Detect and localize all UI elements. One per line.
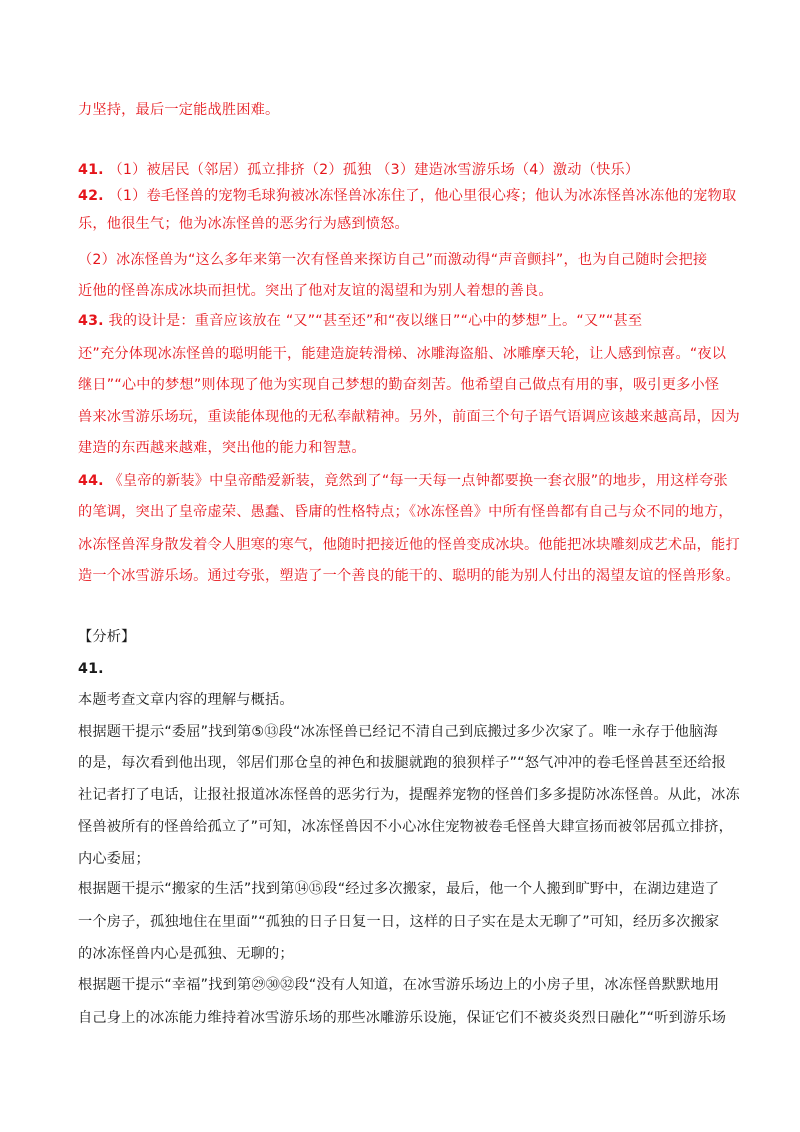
answer-text: （1）卷毛怪兽的宠物毛球狗被冰冻怪兽冰冻住了，他心里很心疼；他认为冰冻怪兽冰冻他的宠物取 xyxy=(108,188,737,204)
answer-text: 《皇帝的新装》中皇帝酷爱新装，竟然到了“每一天每一点钟都要换一套衣服”的地步，用这样夸张 xyxy=(108,473,728,489)
answer-43-line: 兽来冰雪游乐场玩，重读能体现他的无私奉献精神。另外，前面三个句子语气语调应该越来越高昂，因为 xyxy=(78,409,740,425)
answer-44-line: 的笔调，突出了皇帝虚荣、愚蠢、昏庸的性格特点；《冰冻怪兽》中所有怪兽都有自己与众不同的地方， xyxy=(78,504,733,520)
answer-42-line xyxy=(78,186,736,206)
analysis-question-number: 41. xyxy=(78,661,104,677)
analysis-line: 内心委屈； xyxy=(78,851,150,867)
analysis-line: 社记者打了电话，让报社报道冰冻怪兽的恶劣行为，提醒养宠物的怪兽们多多提防冰冻怪兽。从此，冰冻 xyxy=(78,787,740,803)
answer-42-line: 近他的怪兽冻成冰块而担忧。突出了他对友谊的渴望和为别人着想的善良。 xyxy=(78,283,553,299)
analysis-line: 自己身上的冰冻能力维持着冰雪游乐场的那些冰雕游乐设施，保证它们不被炎炎烈日融化”“听到游乐场 xyxy=(78,1010,727,1026)
question-number: 44. xyxy=(78,473,104,489)
answer-43-line: 建造的东西越来越难，突出他的能力和智慧。 xyxy=(78,440,366,456)
answer-43-line xyxy=(78,311,642,331)
analysis-line: 根据题干提示“幸福”找到第㉙㉚㉜段“没有人知道，在冰雪游乐场边上的小房子里，冰冻怪兽默默地用 xyxy=(78,977,720,993)
answer-42-line: （2）冰冻怪兽为“这么多年来第一次有怪兽来探访自己”而激动得“声音颤抖”，也为自己随时会把接 xyxy=(78,252,708,268)
answer-44-line xyxy=(78,471,728,491)
answer-42-line: 乐，他很生气；他为冰冻怪兽的恶劣行为感到愤怒。 xyxy=(78,216,409,232)
answer-44-line: 冰冻怪兽浑身散发着令人胆寒的寒气，他随时把接近他的怪兽变成冰块。他能把冰块雕刻成艺术品，能打 xyxy=(78,537,740,553)
analysis-line: 根据题干提示“委屈”找到第⑤⑬段“冰冻怪兽已经记不清自己到底搬过多少次家了。唯一永存于他脑海 xyxy=(78,724,718,740)
analysis-heading: 【分析】 xyxy=(78,629,136,645)
question-number: 43. xyxy=(78,313,104,329)
analysis-intro: 本题考查文章内容的理解与概括。 xyxy=(78,692,294,708)
question-number: 42. xyxy=(78,188,104,204)
answer-43-line: 还”充分体现冰冻怪兽的聪明能干，能建造旋转滑梯、冰雕海盗船、冰雕摩天轮，让人感到惊喜。“夜以 xyxy=(78,346,727,362)
question-number: 41. xyxy=(78,162,104,178)
analysis-line: 的冰冻怪兽内心是孤独、无聊的； xyxy=(78,946,294,962)
answer-41 xyxy=(78,160,639,180)
answer-text: （1）被居民（邻居）孤立排挤（2）孤独 （3）建造冰雪游乐场（4）激动（快乐） xyxy=(108,162,640,178)
analysis-line: 的是，每次看到他出现，邻居们那仓皇的神色和拔腿就跑的狼狈样子”“怒气冲冲的卷毛怪兽甚至还给报 xyxy=(78,755,727,771)
answer-continuation: 力坚持，最后一定能战胜困难。 xyxy=(78,102,280,118)
analysis-line: 根据题干提示“搬家的生活”找到第⑭⑮段“经过多次搬家，最后，他一个人搬到旷野中，在湖边建造了 xyxy=(78,881,720,897)
analysis-line: 怪兽被所有的怪兽给孤立了”可知，冰冻怪兽因不小心冰住宠物被卷毛怪兽大肆宣扬而被邻居孤立排挤， xyxy=(78,819,733,835)
answer-44-line: 造一个冰雪游乐场。通过夸张，塑造了一个善良的能干的、聪明的能为别人付出的渴望友谊的怪兽形象。 xyxy=(78,568,740,584)
analysis-line: 一个房子，孤独地住在里面”“孤独的日子日复一日，这样的日子实在是太无聊了”可知，经历多次搬家 xyxy=(78,914,720,930)
answer-text: 我的设计是：重音应该放在 “又”“甚至还”和“夜以继日”“心中的梦想”上。“又”“甚至 xyxy=(108,313,643,329)
answer-43-line: 继日”“心中的梦想”则体现了他为实现自己梦想的勤奋刻苦。他希望自己做点有用的事，吸引更多小怪 xyxy=(78,377,720,393)
